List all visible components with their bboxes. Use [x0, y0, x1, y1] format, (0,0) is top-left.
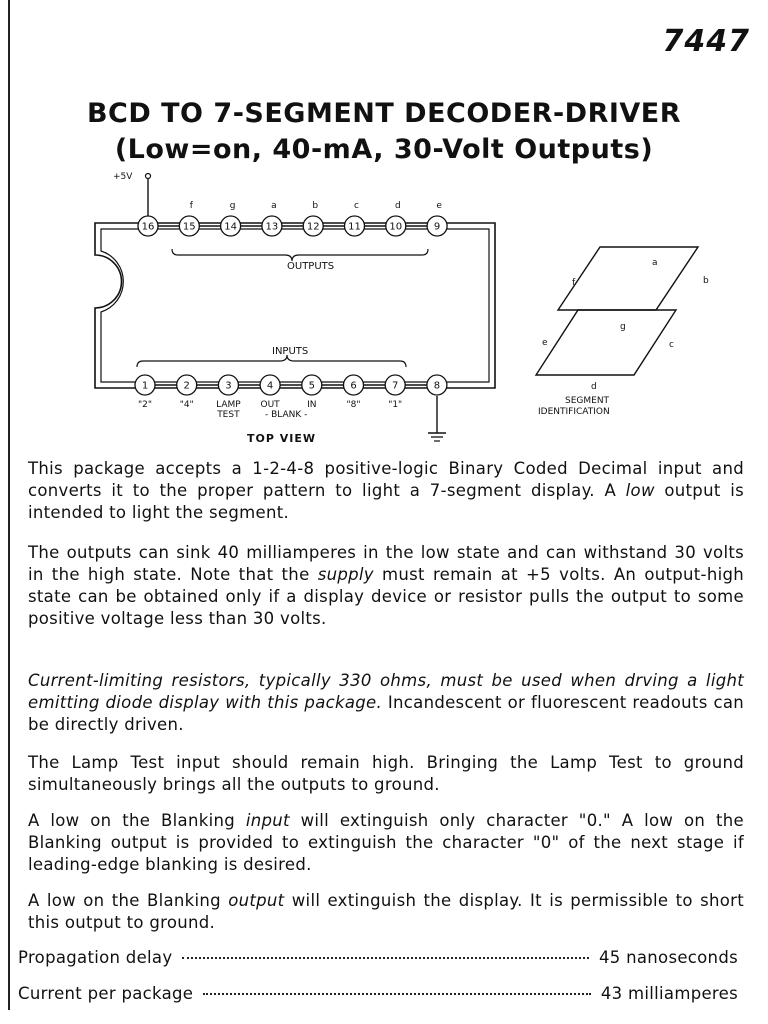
pin-function-label: f — [189, 201, 193, 211]
pin-number: 7 — [392, 380, 399, 392]
paragraph-description: This package accepts a 1-2-4-8 positive-logic Binary Coded Decimal input and converts it to the proper pattern to light a 7-segment display. A low output is intended to light the segment. — [28, 459, 745, 522]
paragraph-blanking-input: A low on the Blanking input will extinguish only character "0." A low on the Blanking output is provided to extinguish the character "0" of the next stage if leading-edge blanking is desired. — [28, 811, 744, 874]
pin-number: 15 — [182, 221, 196, 233]
pin-16 — [138, 216, 158, 236]
pin-function-label: d — [394, 201, 401, 211]
pinout-diagram — [0, 165, 768, 450]
spec-row-current-per-package — [18, 984, 738, 1003]
pin-3 — [216, 375, 241, 420]
segment-identification-diagram — [536, 247, 709, 417]
segment-caption-line2: IDENTIFICATION — [538, 407, 610, 417]
pin-number: 5 — [308, 380, 315, 392]
spec-row-propagation-delay — [18, 948, 738, 967]
pin-15 — [179, 201, 199, 236]
pin-function-label: c — [354, 201, 359, 211]
pin-function-label: e — [436, 201, 442, 211]
pin-number: 13 — [265, 221, 279, 233]
pin-number: 8 — [433, 380, 441, 392]
pin-number: 12 — [306, 221, 320, 233]
paragraph-blanking-output: A low on the Blanking output will extinguish the display. It is permissible to short this output to ground. — [28, 891, 744, 932]
inputs-label: INPUTS — [272, 346, 309, 357]
pin-11 — [345, 201, 365, 236]
spec-value: 43 milliamperes — [600, 984, 738, 1003]
pin-7 — [385, 375, 405, 410]
pin-6 — [344, 375, 364, 410]
dot-leader — [182, 957, 589, 959]
top-view-label: TOP VIEW — [247, 432, 316, 445]
paragraph-lamp-test: The Lamp Test input should remain high. Bringing the Lamp Test to ground simultaneously brings all the outputs to ground. — [28, 753, 744, 794]
part-number: 7447 — [662, 24, 750, 59]
pin-number: 2 — [183, 380, 190, 392]
segment-caption-line1: SEGMENT — [565, 396, 610, 406]
top-pin-row — [138, 201, 447, 236]
page-subtitle: (Low=on, 40-mA, 30-Volt Outputs) — [114, 134, 654, 165]
segment-label-c: c — [669, 340, 674, 350]
pin-function-label: IN — [307, 400, 317, 410]
pin-function-label: OUT — [260, 400, 280, 410]
pin-9 — [427, 201, 447, 236]
outputs-label: OUTPUTS — [287, 261, 335, 272]
ic-package-outline — [95, 223, 495, 388]
page-title: BCD TO 7-SEGMENT DECODER-DRIVER — [86, 98, 682, 129]
pin-function-label: "2" — [137, 400, 153, 410]
segment-label-b: b — [703, 276, 709, 286]
segment-label-a: a — [652, 258, 658, 268]
pin-number: 16 — [141, 221, 155, 233]
pin-function-label: b — [312, 201, 319, 211]
pin-1 — [135, 375, 155, 410]
pin-function-label: "8" — [346, 400, 361, 410]
outputs-brace — [172, 249, 428, 261]
pin-number: 9 — [433, 221, 441, 233]
blank-label: - BLANK - — [265, 410, 308, 420]
pin-function-label: "4" — [179, 400, 194, 410]
pin-10 — [386, 201, 406, 236]
dot-leader — [203, 993, 591, 995]
pin-function-label: g — [229, 201, 236, 211]
pin-13 — [262, 201, 282, 236]
pin-number: 4 — [266, 380, 274, 392]
pin-number: 10 — [389, 221, 403, 233]
pin-number: 11 — [348, 221, 361, 233]
pin-function-label: LAMP — [216, 400, 241, 410]
supply-label: +5V — [113, 172, 133, 182]
segment-label-e: e — [542, 338, 548, 348]
pin-14 — [221, 201, 241, 236]
pin-2 — [177, 375, 197, 410]
pin-12 — [303, 201, 323, 236]
segment-label-f: f — [572, 278, 576, 288]
pin-number: 14 — [224, 221, 237, 233]
supply-terminal — [146, 174, 151, 179]
pin-number: 1 — [141, 380, 149, 392]
pin-number: 3 — [225, 380, 232, 392]
paragraph-current-limiting: Current-limiting resistors, typically 330 ohms, must be used when drving a light emitting diode display with this package. Incandescent or fluorescent readouts can be directly driven. — [28, 671, 744, 734]
ground-icon — [428, 433, 446, 441]
pin-4 — [260, 375, 280, 410]
spec-label: Propagation delay — [18, 948, 173, 967]
segment-lower-half — [536, 310, 676, 375]
spec-value: 45 nanoseconds — [598, 948, 738, 967]
pin-8 — [427, 375, 447, 395]
pin-function-label: a — [271, 201, 277, 211]
segment-label-g: g — [620, 322, 626, 332]
segment-upper-half — [558, 247, 698, 310]
paragraph-outputs: The outputs can sink 40 milliamperes in the low state and can withstand 30 volts in the high state. Note that the supply must remain at +5 volts. An output-high state can be obtained only if a display device or resistor pulls the output to some positive voltage less than 30 volts. — [28, 543, 744, 628]
pin-number: 6 — [350, 380, 357, 392]
pin-function-label: "1" — [388, 400, 403, 410]
pin-function-label-2: TEST — [217, 410, 240, 420]
segment-label-d: d — [591, 382, 597, 392]
pin-5 — [302, 375, 322, 410]
spec-label: Current per package — [18, 984, 194, 1003]
